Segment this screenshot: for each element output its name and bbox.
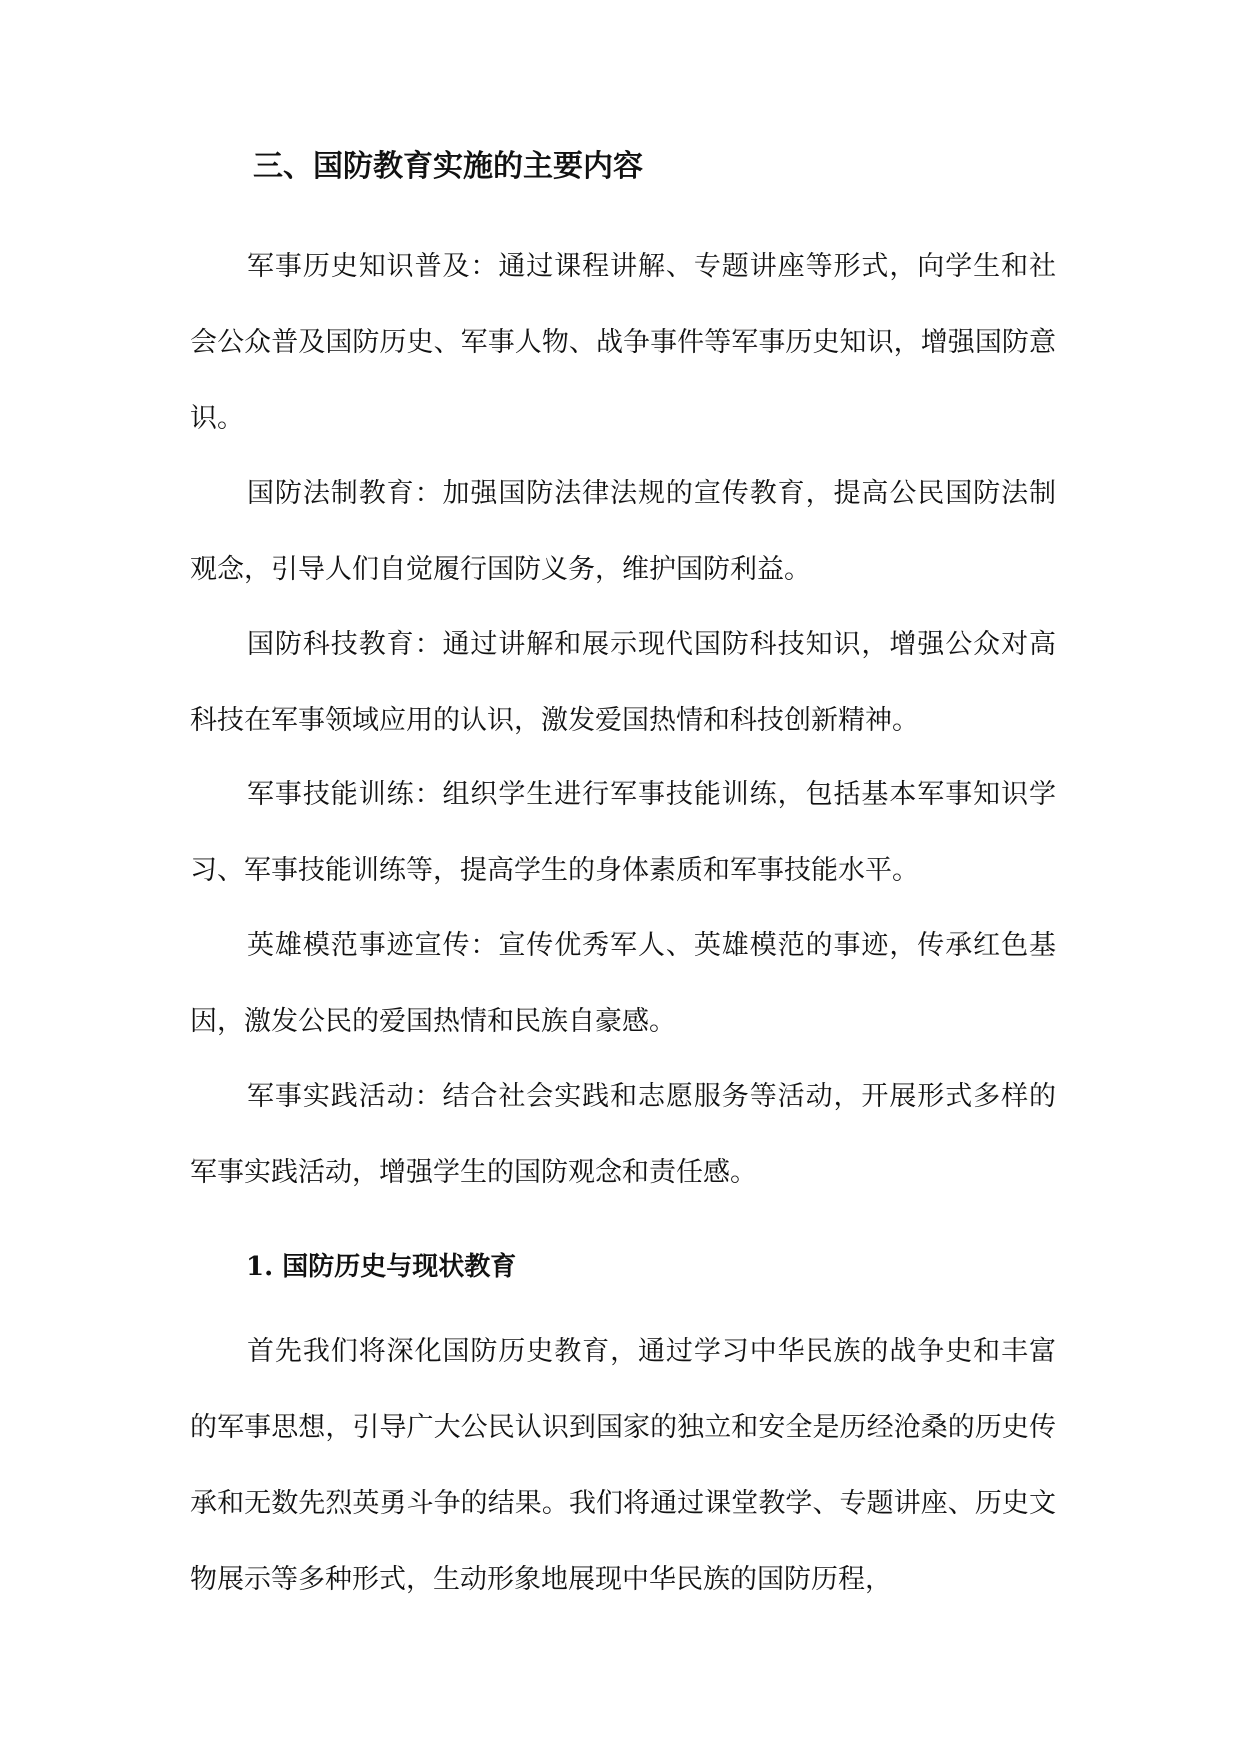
subsection-heading: 1. 国防历史与现状教育 <box>246 1252 517 1282</box>
paragraph-defense-technology: 国防科技教育：通过讲解和展示现代国防科技知识，增强公众对高科技在军事领域应用的认识，激发爱国热情和科技创新精神。 <box>190 629 1056 736</box>
paragraph-defense-law: 国防法制教育：加强国防法律法规的宣传教育，提高公民国防法制观念，引导人们自觉履行国防义务，维护国防利益。 <box>190 478 1056 585</box>
section-heading: 三、国防教育实施的主要内容 <box>253 149 643 184</box>
paragraph-military-history: 军事历史知识普及：通过课程讲解、专题讲座等形式，向学生和社会公众普及国防历史、军事人物、战争事件等军事历史知识，增强国防意识。 <box>190 251 1056 434</box>
paragraph-military-skills: 军事技能训练：组织学生进行军事技能训练，包括基本军事知识学习、军事技能训练等，提高学生的身体素质和军事技能水平。 <box>190 779 1056 886</box>
paragraph-hero-publicity: 英雄模范事迹宣传：宣传优秀军人、英雄模范的事迹，传承红色基因，激发公民的爱国热情和民族自豪感。 <box>190 930 1056 1037</box>
paragraph-military-practice: 军事实践活动：结合社会实践和志愿服务等活动，开展形式多样的军事实践活动，增强学生的国防观念和责任感。 <box>190 1081 1056 1188</box>
paragraph-history-education: 首先我们将深化国防历史教育，通过学习中华民族的战争史和丰富的军事思想，引导广大公民认识到国家的独立和安全是历经沧桑的历史传承和无数先烈英勇斗争的结果。我们将通过课堂教学、专题讲座、历史文物展示等多种形式，生动形象地展现中华民族的国防历程， <box>190 1336 1056 1595</box>
